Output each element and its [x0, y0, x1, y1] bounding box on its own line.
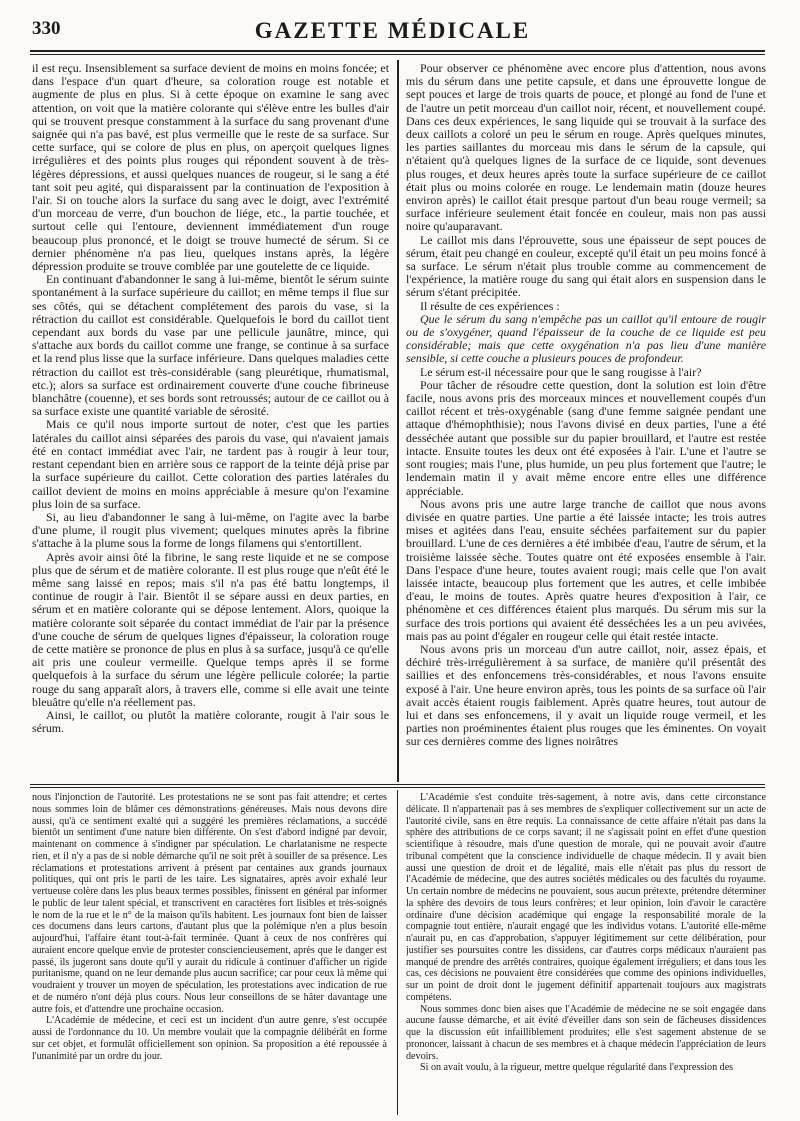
paragraph: Pour tâcher de résoudre cette question, dont la solution est loin d'être facile, nous avons pris des morceaux minces et nouvellement coupés d'un caillot récent et très-oxygénable (sang d'une femme saignée pendant une attaque d'hémophthisie); nous l'avons divisé en deux parties, l'une a été desséchée autant que possible sur du papier brouillard, et l'autre est restée intacte. Ensuite toutes les deux ont été exposées à l'air. L'une et l'autre se sont rougies; mais l'une, plus humide, un peu plus fortement que l'autre; le lendemain matin il y avait même encore entre elles une différence appréciable. — [406, 377, 766, 498]
header-rule — [30, 50, 765, 52]
feuilleton-rule-thin — [30, 787, 765, 788]
paragraph: En continuant d'abandonner le sang à lui-même, bientôt le sérum suinte spontanément à la surface supérieure du caillot; en même temps il flue sur ses côtés, qui se détachent complétement des parois du vase, si la rétraction du caillot est considérable. Quelquefois le bord du caillot tient cependant aux bords du vase par une pellicule jaunâtre, mince, qui s'attache aux bords du caillot comme une frange, se continue à sa surface et la rend plus lisse que la surface inférieure. Dans quelques maladies cette rétraction du caillot est très-considérable (sang pleurétique, rhumatismal, etc.); alors sa surface est ordinairement couverte d'une couche fibrineuse blanchâtre (couenne), et ses bords sont retroussés; autour de ce caillot ou à sa surface existe une quantité variable de sérosité. — [32, 272, 389, 419]
column-divider — [397, 60, 399, 782]
paragraph: L'Académie de médecine, et ceci est un incident d'un autre genre, s'est occupée aussi de l'ordonnance du 10. Un membre voulait que la compagnie délibérât en forme sur cet objet, et formulât officiellement son opinion. Sa proposition a été repoussée à l'unanimité par un ordre du jour. — [32, 1015, 387, 1062]
paragraph: Si, au lieu d'abandonner le sang à lui-même, on l'agite avec la barbe d'une plume, il rougit plus vivement; quelques minutes après la fibrine s'attache à la plume sous la forme de longs filamens qui s'entortillent. — [32, 509, 389, 551]
article-column-left — [32, 62, 389, 778]
conclusion-paragraph: Que le sérum du sang n'empêche pas un caillot qu'il entoure de rougir ou de s'oxygéner, quand l'épaisseur de la couche de ce liquide est peu considérable; mais que cette oxygénation n'a pas lieu d'une manière sensible, si cette couche a plusieurs pouces de profondeur. — [406, 311, 766, 366]
paragraph: Ainsi, le caillot, ou plutôt la matière colorante, rougit à l'air sous le sérum. — [32, 707, 389, 736]
paragraph: nous l'injonction de l'autorité. Les protestations ne se sont pas fait attendre; et certes nous sommes loin de blâmer ces démonstrations généreuses. Mais nous devons dire aussi, qu'à ce sentiment exalté qui a suggéré les premières réclamations, a succédé bientôt un sentiment d'une nature bien différente. On s'est d'abord indigné par devoir, maintenant on commence à s'indigner par spéculation. Le charlatanisme ne respecte rien, et il n'y a pas de si noble démarche qu'il ne soit prêt à souiller de sa présence. Les réclamations et protestations arrivent à présent par centaines aux grands journaux politiques, qui ont pris le parti de les taire. Les signataires, après avoir exhalé leur vertueuse colère dans les plus beaux termes possibles, finissent en général par informer le public de leur talent spécial, et transcrivent en caractères fort lisibles et très-soignés le nom de la rue et le n° de la maison qu'ils habitent. Les journaux font bien de laisser ces documens dans leurs cartons, d'autant plus que la polémique n'en a plus besoin aujourd'hui, l'affaire étant tout-à-fait terminée. Quant à ceux de nos confrères qui auraient encore quelque envie de protester consciencieusement, après que le danger est passé, ils jugeront sans doute qu'il y aurait du ridicule à continuer d'afficher un rigide puritanisme, quand on ne leur demande plus aucun sacrifice; car pour ceux là même qui voudraient y trouver un moyen de spéculation, les protestations avec indication de rue et de numéro n'ont déjà plus cours. Nous leur conseillons de se hâter davantage une autre fois, et d'attendre une prochaine occasion. — [32, 792, 387, 1015]
paragraph: Le sérum est-il nécessaire pour que le sang rougisse à l'air? — [420, 364, 702, 379]
paragraph: Si on avait voulu, à la rigueur, mettre quelque régularité dans l'expression des — [420, 1062, 734, 1074]
column-divider — [397, 790, 398, 1115]
feuilleton-column-right — [406, 792, 766, 1117]
feuilleton-rule — [30, 784, 765, 785]
paragraph: Nous avons pris un morceau d'un autre caillot, noir, assez épais, et déchiré très-irrégulièrement à sa surface, de manière qu'il présentât des saillies et des enfoncemens très-considérables, et nous l'avons ensuite exposé à l'air. Une heure environ après, tous les points de sa surface où l'air avait accès étaient rougis faiblement. Après quatre heures, tout autour de lui et dans ses enfoncemens, il y avait un liquide rouge vermeil, et les parties non proéminentes étaient plus rouges que les éminentes. On voyait sur ces dernières comme des lignes noirâtres — [406, 641, 766, 749]
paragraph: Mais ce qu'il nous importe surtout de noter, c'est que les parties latérales du caillot ainsi séparées des parois du vase, qui n'avaient jamais été en contact immédiat avec l'air, ne tardent pas à rougir à leur tour, restant cependant bien en arrière sous ce rapport de la teinte déjà prise par la surface supérieure du caillot. Cette coloration des parties latérales du caillot devient de moins en moins appréciable à mesure qu'on l'examine plus loin de sa surface. — [32, 417, 389, 511]
paragraph: L'Académie s'est conduite très-sagement, à notre avis, dans cette circonstance délicate. Il n'appartenait pas à ses membres de s'expliquer collectivement sur un acte de l'autorité civile, sans en être requis. La connaissance de cette affaire n'était pas dans la sphère des attributions de ce corps savant; il ne s'agissait point en effet d'une question scientifique à résoudre, mais d'une question de morale, qui ne pouvait avoir d'autre tribunal compétent que la conscience individuelle de chaque médecin. Il y avait bien aussi une question de droit et de légalité, mais elle n'était pas plus du ressort de l'Académie de médecine, que des autres sociétés médicales ou des facultés du royaume. Un certain nombre de médecins ne pouvaient, sous aucun prétexte, prétendre déterminer la sphère des devoirs de tous leurs confrères; et leur opinion, loin d'avoir le caractère ordinaire d'une décision académique qui engage la responsabilité morale de la compagnie tout entière, n'aurait engagé que les individus votans. L'autorité elle-même n'aurait pu, en cas d'approbation, s'appuyer légitimement sur cette délibération, pour justifier ses poursuites contre les dissidens, car d'autres corps médicaux n'auraient pas manqué de prendre des arrêtés contraires, quoique également irréguliers; et dans tous les cas, ces décisions ne pouvaient être considérées que comme des opinions individuelles, sur un point de droit dont le jugement définitif appartenait toujours aux magistrats compétens. — [406, 792, 766, 1003]
paragraph: Le caillot mis dans l'éprouvette, sous une épaisseur de sept pouces de sérum, était peu changé en couleur, excepté qu'il était un peu moins foncé à sa surface. Le sérum n'était plus trouble comme au commencement de l'expérience, la matière rouge du sang qui était alors en suspension dans le sérum s'étant précipitée. — [406, 232, 766, 300]
paragraph: Après avoir ainsi ôté la fibrine, le sang reste liquide et ne se compose plus que de sérum et de matière colorante. Il est plus rouge que n'eût été le même sang laissé en repos; mais s'il n'a pas été battu longtemps, il continue de rougir à l'air. Bientôt il se sépare aussi en deux parties, en sérum et en matière colorante qui se dépose lentement. Alors, quoique la matière colorante soit séparée du contact immédiat de l'air par la présence d'une couche de sérum de quelques lignes d'épaisseur, la coloration rouge de cette matière se prononce de plus en plus à sa surface, jusqu'à ce qu'elle ait pris une couleur vermeille. Quelque temps après il se forme quelquefois à la surface du sérum une légère pellicule colorée; la partie rouge du sang apparaît alors, à travers elle, comme si elle avait une teinte bleuâtre qu'elle n'a réellement pas. — [32, 549, 389, 709]
paragraph: Nous avons pris une autre large tranche de caillot que nous avons divisée en quatre parties. Une partie a été laissée intacte; les trois autres mises et agitées dans l'eau, ensuite séchées parfaitement sur du papier brouillard. L'une de ces dernières a été imbibée d'eau, l'autre de sérum, et la troisième laissée sèche. Toutes quatre ont été exposées ensemble à l'air. Dans l'espace d'une heure, toutes avaient rougi; mais celle que l'on avait laissée intacte, beaucoup plus fortement que les autres, et celle imbibée d'eau, le moins de toutes. Après quatre heures d'exposition à l'air, ce phénomène et ces différences étaient plus marqués. Du sérum mis sur la surface des trois portions qui avaient été desséchées les a un peu avivées, mais pas au point d'égaler en rougeur celle qui était restée intacte. — [406, 496, 766, 643]
journal-title: GAZETTE MÉDICALE — [254, 18, 531, 43]
page-header — [20, 10, 765, 50]
paragraph: il est reçu. Insensiblement sa surface devient de moins en moins foncée; et dans l'espace d'un quart d'heure, sa coloration rouge est notable et augmente de plus en plus. Si à cette époque on examine le sang avec attention, on voit que la matière colorante qui s'élève entre les bulles d'air qui se trouvent presque constamment à la surface du sang provenant d'une saignée qui n'a pas bavé, est plus vermeille que le reste de sa surface. Sur cette surface, qui se colore de plus en plus, on aperçoit quelques lignes irrégulières et des points plus rouges qui répondent souvent à de très-légères dépressions, et aussi quelques nuances de rougeur, si le sang a été tant soit peu agité, qui disparaissent par la continuation de l'exposition à l'air. Si on touche alors la surface du sang avec le doigt, avec l'extrémité d'un morceau de verre, d'un bouchon de liége, etc., la partie touchée, et surtout celle qui l'entoure, deviennent immédiatement d'un rouge beaucoup plus prononcé, et le doigt se trouve humecté de sérum. Si ce dernier phénomène n'a pas lieu, quelques instans après, la légère dépression produite se trouve comblée par une goutelette de ce liquide. — [32, 62, 389, 274]
paragraph: Nous sommes donc bien aises que l'Académie de médecine ne se soit engagée dans aucune fausse démarche, et ait évité d'éveiller dans son sein de fâcheuses dissidences que la discussion eût infailliblement produites; elle s'est sagement abstenue de se prononcer, laissant à chacun de ses membres et à chaque médecin l'appréciation de leurs devoirs. — [406, 1003, 766, 1062]
header-rule-thin — [30, 54, 765, 55]
paragraph: Pour observer ce phénomène avec encore plus d'attention, nous avons mis du sérum dans une petite capsule, et dans une éprouvette longue de sept pouces et large de trois quarts de pouce, et plongé au fond de l'une et de l'autre un petit morceau d'un caillot noir, récent, et nouvellement coupé. Dans ces deux expériences, le sang liquide qui se trouvait à la surface des deux caillots a coloré un peu le sérum en rouge. Après quelques minutes, les parties saillantes du morceau mis dans le sérum de la capsule, qui n'étaient qu'à quelques lignes de la surface de ce liquide, sont devenues plus rouges, et deux heures après toute la surface supérieure de ce caillot était plus ou moins colorée en rouge. Le lendemain matin (douze heures environ après) le caillot était presque partout d'un beau rouge vermeil; sa surface inférieure seulement était foncée en couleur, mais non pas aussi noire qu'auparavant. — [406, 62, 766, 234]
paragraph: Il résulte de ces expériences : — [420, 298, 560, 313]
article-column-right — [406, 62, 766, 778]
page-number: 330 — [32, 18, 61, 39]
feuilleton-column-left — [32, 792, 387, 1117]
